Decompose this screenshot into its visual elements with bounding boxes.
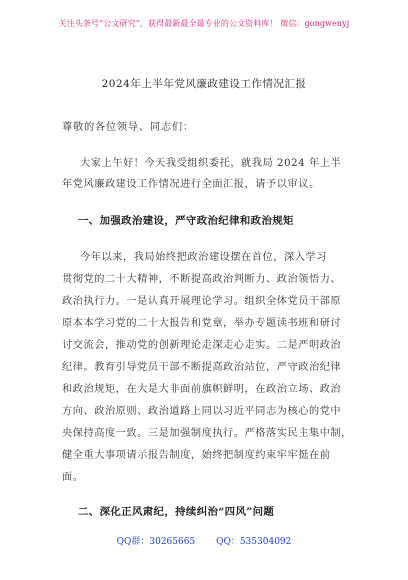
section-heading-1: 一、加强政治建设，严守政治纪律和政治规矩 bbox=[78, 215, 294, 227]
paragraph-line: 贯彻党的二十大精神，不断提高政治判断力、政治领悟力、 bbox=[62, 274, 342, 285]
paragraph-line: 健全重大事项请示报告制度，始终把制度约束牢牢挺在前 bbox=[62, 450, 331, 461]
qq-number-link[interactable]: QQ：535304092 bbox=[216, 537, 292, 547]
paragraph-line: 纪律。教育引导党员干部不断提高政治站位，严守政治纪律 bbox=[62, 362, 342, 373]
paragraph-line: 今年以来，我局始终把政治建设摆在首位，深入学习 bbox=[80, 252, 327, 263]
section-heading-2: 二、深化正风肃纪，持续纠治“四风”问题 bbox=[78, 506, 275, 518]
footer-contact bbox=[0, 534, 408, 547]
document-title: 2024年上半年党风廉政建设工作情况汇报 bbox=[101, 78, 307, 90]
paragraph-line: 方向、政治原则、政治道路上同以习近平同志为核心的党中 bbox=[62, 406, 342, 417]
promo-banner[interactable]: 关注头条号“公文研究”，获得最新最全最专业的公文资料库！ 微信：gongwenyj bbox=[58, 19, 350, 28]
salutation: 尊敬的各位领导、同志们： bbox=[62, 122, 194, 133]
paragraph-line: 央保持高度一致。三是加强制度执行。严格落实民主集中制， bbox=[62, 428, 352, 439]
paragraph-line: 原本本学习党的二十大报告和党章，举办专题读书班和研讨 bbox=[62, 318, 342, 329]
paragraph-line: 讨交流会，推动党的创新理论走深走心走实。二是严明政治 bbox=[62, 340, 342, 351]
paragraph-line: 政治执行力。一是认真开展理论学习。组织全体党员干部原 bbox=[62, 296, 342, 307]
paragraph-line: 面。 bbox=[62, 472, 84, 483]
intro-line: 大家上午好！今天我受组织委托，就我局 2024 年上半 bbox=[80, 158, 342, 169]
intro-line: 年党风廉政建设工作情况进行全面汇报，请予以审议。 bbox=[62, 179, 320, 190]
paragraph-line: 和政治规矩，在大是大非面前旗帜鲜明，在政治立场、政治 bbox=[62, 384, 342, 395]
qq-group-link[interactable]: QQ群：30265665 bbox=[116, 537, 196, 547]
